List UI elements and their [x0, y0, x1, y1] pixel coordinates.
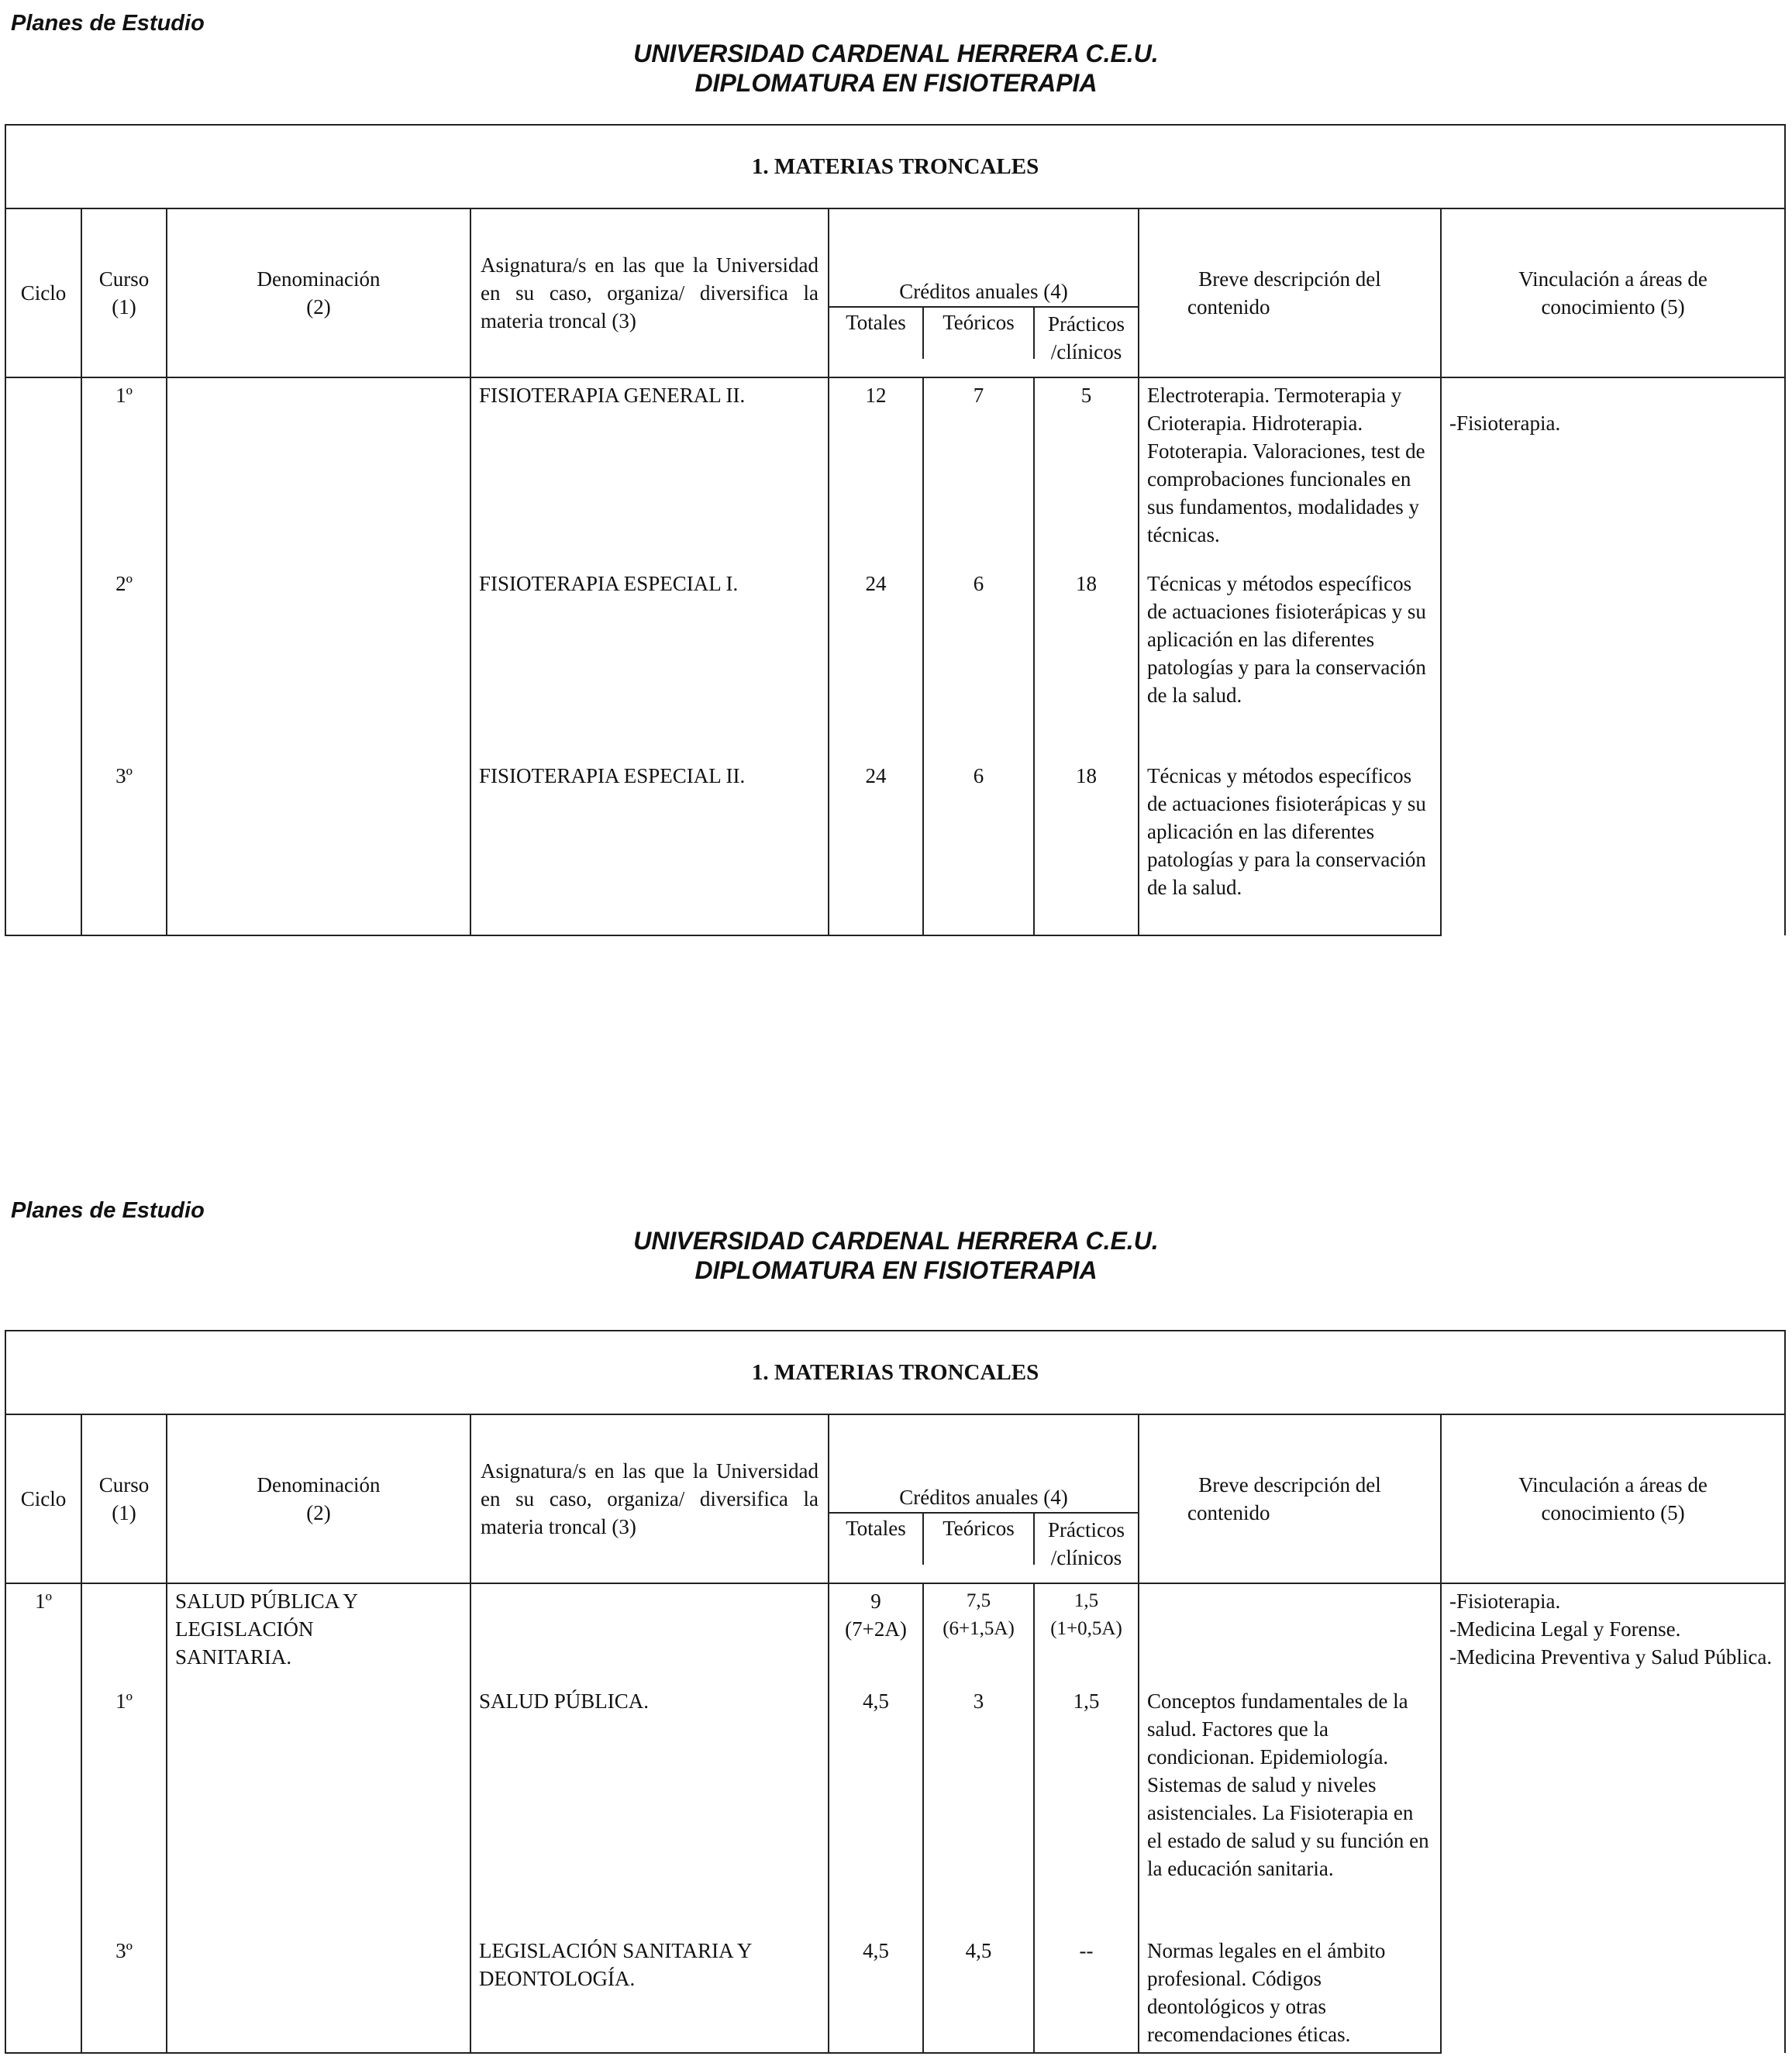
degree-name: DIPLOMATURA EN FISIOTERAPIA: [694, 69, 1098, 97]
header-teoricos: Teóricos: [924, 1514, 1035, 1565]
table-row: 1º FISIOTERAPIA GENERAL II. 12 7 5 Electroterapia. Termoterapia y Crioterapia. Hidroterapia. Fototerapia. Valoraciones, test de comprobaciones funcionales en sus fundamentos, modalidades y técnicas. -Fisioterapia.: [5, 377, 1785, 570]
header-practicos: Prácticos /clínicos: [1048, 312, 1125, 363]
table-row: 3º FISIOTERAPIA ESPECIAL II. 24 6 18 Técnicas y métodos específicos de actuaciones fisioterápicas y su aplicación en las diferentes patologías y para la conservación de la salud.: [5, 762, 1785, 935]
header-curso: Curso (1): [81, 208, 167, 377]
document-title: [0, 1226, 1792, 1285]
vinculacion-cell: -Fisioterapia. -Medicina Legal y Forense. -Medicina Preventiva y Salud Pública.: [1441, 1583, 1785, 2053]
table-row: 2º FISIOTERAPIA ESPECIAL I. 24 6 18 Técnicas y métodos específicos de actuaciones fisioterápicas y su aplicación en las diferentes patologías y para la conservación de la salud.: [5, 570, 1785, 762]
header-descripcion: Breve descripción del contenido: [1139, 208, 1441, 377]
header-curso: Curso (1): [81, 1414, 167, 1583]
header-ciclo: Ciclo: [5, 208, 81, 377]
header-asignatura: Asignatura/s en las que la Universidad en su caso, organiza/ diversifica la materia troncal (3): [470, 1414, 829, 1583]
header-denominacion: Denominación (2): [167, 208, 470, 377]
materias-table: [5, 1330, 1786, 2054]
header-row: [5, 208, 1785, 377]
header-descripcion: Breve descripción del contenido: [1139, 1414, 1441, 1583]
header-asignatura: Asignatura/s en las que la Universidad en su caso, organiza/ diversifica la materia troncal (3): [470, 208, 829, 377]
table-title: 1. MATERIAS TRONCALES: [5, 1331, 1785, 1414]
header-label: Planes de Estudio: [11, 1198, 205, 1223]
header-teoricos: Teóricos: [924, 308, 1035, 359]
university-name: UNIVERSIDAD CARDENAL HERRERA C.E.U.: [633, 1227, 1159, 1255]
header-ciclo: Ciclo: [5, 1414, 81, 1583]
table-row: 1º SALUD PÚBLICA Y LEGISLACIÓN SANITARIA. 9 (7+2A) 7,5 (6+1,5A) 1,5 (1+0,5A) -Fisioterapia. -Medicina Legal y Forense. -Medicina Preventiva y Salud Pública.: [5, 1583, 1785, 1687]
header-denominacion: Denominación (2): [167, 1414, 470, 1583]
header-practicos: Prácticos /clínicos: [1048, 1518, 1125, 1569]
table-row: 1º SALUD PÚBLICA. 4,5 3 1,5 Conceptos fundamentales de la salud. Factores que la condicionan. Epidemiología. Sistemas de salud y niveles asistenciales. La Fisioterapia en el estado de salud y su función en la educación sanitaria.: [5, 1687, 1785, 1937]
header-totales: Totales: [829, 1514, 924, 1565]
university-name: UNIVERSIDAD CARDENAL HERRERA C.E.U.: [633, 40, 1159, 67]
document-title: [0, 39, 1792, 98]
materias-table: [5, 124, 1786, 936]
vinculacion-cell: -Fisioterapia.: [1441, 377, 1785, 935]
header-creditos: Créditos anuales (4) Totales Teóricos Prácticos /clínicos: [829, 1414, 1139, 1583]
header-vinculacion: Vinculación a áreas de conocimiento (5): [1441, 208, 1785, 377]
table-row: 3º LEGISLACIÓN SANITARIA Y DEONTOLOGÍA. 4,5 4,5 -- Normas legales en el ámbito profesional. Códigos deontológicos y otras recomendaciones éticas.: [5, 1937, 1785, 2053]
degree-name: DIPLOMATURA EN FISIOTERAPIA: [694, 1256, 1098, 1284]
header-totales: Totales: [829, 308, 924, 359]
header-vinculacion: Vinculación a áreas de conocimiento (5): [1441, 1414, 1785, 1583]
table-title: 1. MATERIAS TRONCALES: [5, 125, 1785, 208]
header-label: Planes de Estudio: [11, 11, 205, 36]
header-row: [5, 1414, 1785, 1583]
header-creditos: Créditos anuales (4) Totales Teóricos Prácticos /clínicos: [829, 208, 1139, 377]
